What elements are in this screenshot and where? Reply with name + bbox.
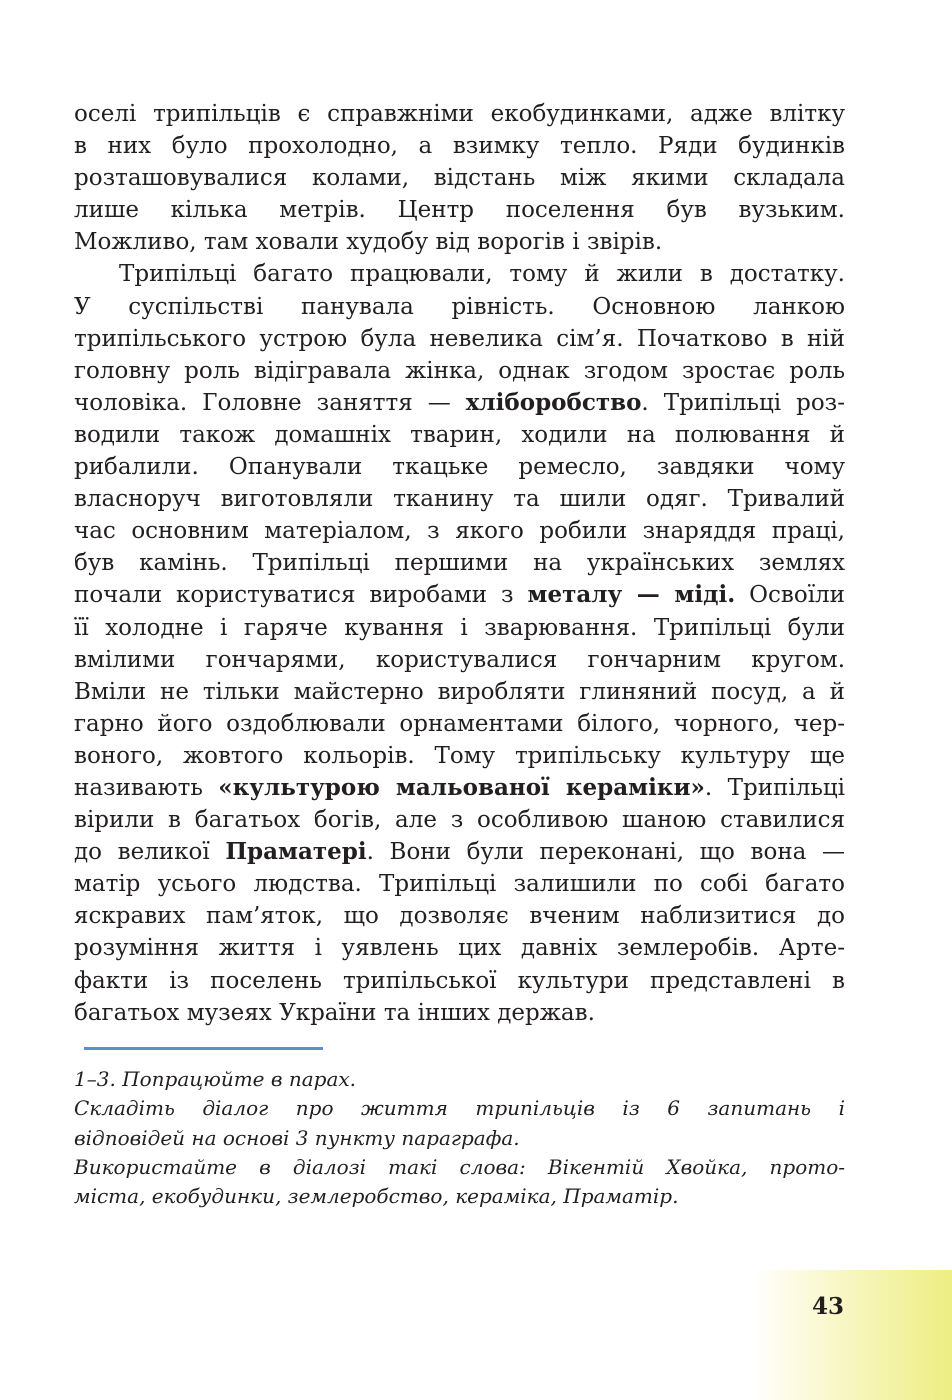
text-line: Вміли не тільки майстерно виробляти глиняний посуд, а й [74,678,845,705]
text-line: головну роль відігравала жінка, однак згодом зростає роль [74,357,845,384]
text-segment: Освоїли [735,582,845,609]
text-segment: до великої [74,839,226,866]
task-line: відповідей на основі 3 пункту параграфа. [74,1125,520,1150]
text-line: матір усього людства. Трипільці залишили по собі багато [74,871,845,898]
text-line: розташовувалися колами, відстань між якими складала [74,165,845,192]
task-block [74,1065,845,1211]
section-divider [84,1047,323,1050]
text-line: оселі трипільців є справжніми екобудинками, адже влітку [74,101,845,127]
text-line: гарно його оздоблювали орнаментами білого, чорного, чер- [74,710,845,737]
text-segment: почали користуватися виробами з [74,582,528,609]
task-line: Складіть діалог про життя трипільців із 6 запитань і [74,1096,845,1121]
text-line: в них було прохолодно, а взимку тепло. Ряди будинків [74,133,845,160]
text-line: власноруч виготовляли тканину та шили одяг. Тривалий [74,486,845,513]
page-corner-highlight [752,1270,952,1400]
task-title: 1–3. Попрацюйте в парах. [74,1067,357,1091]
term-metal-copper: металу — міді. [527,581,736,609]
text-segment: . Вони були переконані, що вона — [366,839,845,866]
text-line: У суспільстві панувала рівність. Основною ланкою [74,293,845,320]
text-line [74,579,845,611]
page-number: 43 [812,1293,845,1320]
text-line: багатьох музеях України та інших держав. [74,999,595,1026]
body-text [74,98,845,1029]
text-line: водили також домашніх тварин, ходили на полювання й [74,421,845,448]
text-line: яскравих пам’яток, що дозволяє вченим наблизитися до [74,903,845,930]
term-khliborobstvo: хліборобство [465,388,642,416]
term-pramater: Праматері [225,838,367,866]
text-segment: чоловіка. Головне заняття — [74,389,466,416]
text-line: був камінь. Трипільці першими на українських землях [74,550,845,577]
text-line [74,836,845,868]
text-segment: . Трипільці роз- [641,389,845,416]
text-line [74,772,845,804]
text-line: лише кілька метрів. Центр поселення був вузьким. [74,197,845,224]
text-line: трипільського устрою була невелика сім’я. Початково в ній [74,325,845,352]
text-line: вірили в багатьох богів, але з особливою шаною ставилися [74,807,845,834]
text-line: Можливо, там ховали худобу від ворогів і звірів. [74,229,663,256]
text-segment: . Трипільці [704,774,845,801]
text-line [74,387,845,419]
task-line: Використайте в діалозі такі слова: Вікентій Хвойка, прото- [74,1154,845,1179]
text-line: розуміння життя і уявлень цих давніх землеробів. Арте- [74,935,845,962]
text-line: час основним матеріалом, з якого робили знаряддя праці, [74,518,845,545]
text-segment: називають [74,774,219,801]
task-line: міста, екобудинки, землеробство, кераміка, Праматір. [74,1184,679,1209]
text-line: Трипільці багато працювали, тому й жили в достатку. [119,261,845,288]
text-line: вмілими гончарями, користувалися гончарним кругом. [74,646,845,673]
text-line: факти із поселень трипільської культури представлені в [74,967,845,994]
text-line: рибалили. Опанували ткацьке ремесло, завдяки чому [74,454,845,481]
text-line: її холодне і гаряче кування і зварювання. Трипільці були [74,614,845,641]
text-line: воного, жовтого кольорів. Тому трипільську культуру ще [74,742,845,769]
term-painted-ceramics: «культурою мальованої кераміки» [218,773,705,801]
